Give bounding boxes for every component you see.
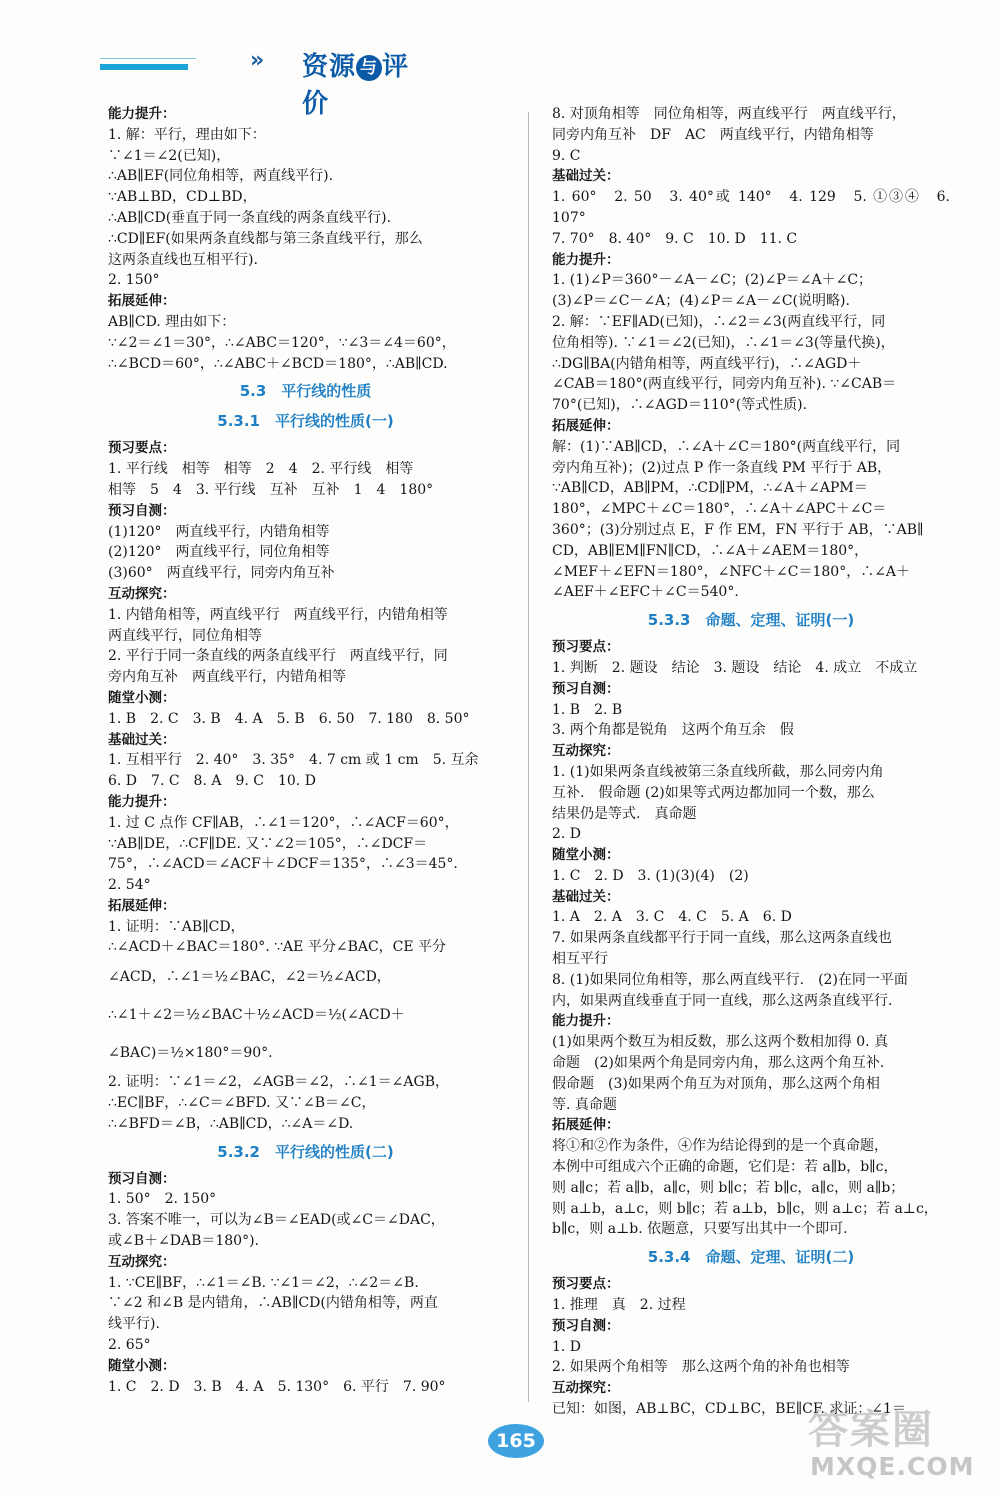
section-label: 互动探究： <box>552 743 620 760</box>
brand-title-part3: 评价 <box>302 52 410 119</box>
answer-line: 解：(1)∵AB∥CD，∴∠A＋∠C＝180°(两直线平行，同 <box>552 438 901 455</box>
answer-line: ∴∠ACD＋∠BAC＝180°. ∵AE 平分∠BAC，CE 平分 <box>108 939 447 956</box>
section-label: 拓展延伸： <box>552 1117 620 1134</box>
answer-line: 2. 65° <box>108 1337 151 1354</box>
answer-line: (1)如果两个数互为相反数，那么这两个数相加得 0. 真 <box>552 1034 889 1051</box>
watermark-logo: 答案圈 <box>808 1407 934 1453</box>
answer-line: 1. (1)∠P＝360°－∠A－∠C；(2)∠P＝∠A＋∠C； <box>552 272 873 289</box>
answer-line: ∠CAB＝180°(两直线平行，同旁内角互补). ∵∠CAB＝ <box>552 376 897 393</box>
answer-line: 1. D <box>552 1338 582 1355</box>
answer-line: 两直线平行，同位角相等 <box>108 627 262 644</box>
section-label: 能力提升： <box>552 1013 620 1030</box>
watermark-url: MXQE.COM <box>810 1452 975 1481</box>
answer-line: 70°(已知)，∴∠AGD＝110°(等式性质). <box>552 397 808 414</box>
answer-line: ∠MEF＋∠EFN＝180°，∠NFC＋∠C＝180°，∴∠A＋ <box>552 563 911 580</box>
answer-line: AB∥CD. 理由如下： <box>108 313 236 330</box>
answer-line: (3)60° 两直线平行，同旁内角互补 <box>108 565 335 582</box>
answer-line: 1. 判断 2. 题设 结论 3. 题设 结论 4. 成立 不成立 <box>552 659 918 676</box>
section-label: 预习自测： <box>108 1170 176 1187</box>
answer-line: ∴DG∥BA(内错角相等，两直线平行)，∴∠AGD＋ <box>552 355 862 372</box>
section-heading: 5.3 平行线的性质 <box>239 382 372 401</box>
answer-line: CD，AB∥EM∥FN∥CD，∴∠A＋∠AEM＝180°， <box>552 542 869 559</box>
section-label: 能力提升： <box>108 106 176 122</box>
answer-line: 1. A 2. A 3. C 4. C 5. A 6. D <box>552 909 792 926</box>
answer-line: 假命题 (3)如果两个角互为对顶角，那么这两个角相 <box>552 1075 880 1092</box>
answer-line: 1. C 2. D 3. B 4. A 5. 130° 6. 平行 7. 90° <box>108 1378 446 1395</box>
answer-line: ∠BAC)＝½×180°＝90°. <box>108 1045 273 1062</box>
answer-line: ∠AEF＋∠EFC＋∠C＝540°. <box>552 584 739 601</box>
answer-line: 3. 答案不唯一，可以为∠B＝∠EAD(或∠C＝∠DAC， <box>108 1212 445 1229</box>
answer-line: (3)∠P＝∠C－∠A；(4)∠P＝∠A－∠C(说明略). <box>552 293 850 310</box>
answer-line: 将①和②作为条件，④作为结论得到的是一个真命题， <box>552 1138 888 1155</box>
answer-line: 1. 互相平行 2. 40° 3. 35° 4. 7 cm 或 1 cm 5. 互余 <box>108 752 479 769</box>
answer-line: 互补. 假命题 (2)如果等式两边都加同一个数，那么 <box>552 784 875 801</box>
answer-line: 2. 平行于同一条直线的两条直线平行 两直线平行，同 <box>108 648 448 665</box>
section-heading: 5.3.3 命题、定理、证明(一) <box>647 611 855 630</box>
answer-line: 等. 真命题 <box>552 1096 617 1113</box>
answer-line: 同旁内角互补 DF AC 两直线平行，内错角相等 <box>552 126 874 143</box>
section-label: 互动探究： <box>108 1253 176 1270</box>
right-column <box>552 104 955 1420</box>
answer-line: 2. 解：∵EF∥AD(已知)，∴∠2＝∠3(两直线平行，同 <box>552 313 886 330</box>
answer-line: 2. 证明：∵∠1＝∠2，∠AGB＝∠2，∴∠1＝∠AGB， <box>108 1074 449 1091</box>
answer-line: ∵AB⊥BD，CD⊥BD， <box>108 189 257 206</box>
answer-line: 1. C 2. D 3. (1)(3)(4) (2) <box>552 867 749 884</box>
answer-line: 线平行). <box>108 1316 160 1333</box>
answer-line: 1. 50° 2. 150° <box>108 1191 217 1208</box>
answer-line: 9. C <box>552 147 581 164</box>
answer-line: 旁内角互补 两直线平行，内错角相等 <box>108 669 346 686</box>
section-label: 基础过关： <box>108 731 176 748</box>
answer-line: ∴AB∥CD(垂直于同一条直线的两条直线平行). <box>108 209 392 226</box>
column-divider <box>528 112 529 1402</box>
answer-line: 或∠B＋∠DAB＝180°). <box>108 1233 260 1250</box>
answer-line: ∵∠2＝∠1＝30°，∴∠ABC＝120°，∵∠3＝∠4＝60°， <box>108 334 456 351</box>
section-label: 预习要点： <box>108 440 176 457</box>
answer-line: 命题 (2)如果两个角是同旁内角，那么这两个角互补. <box>552 1055 885 1072</box>
answer-line: b∥c，则 a⊥b. 依题意，只要写出其中一个即可. <box>552 1221 848 1238</box>
section-label: 随堂小测： <box>108 689 176 706</box>
answer-line: 2. D <box>552 826 582 843</box>
section-label: 能力提升： <box>108 793 176 810</box>
brand-title-part1: 资源 <box>302 52 357 82</box>
section-heading: 5.3.2 平行线的性质(二) <box>217 1142 394 1161</box>
section-label: 基础过关： <box>552 168 620 185</box>
section-heading: 5.3.4 命题、定理、证明(二) <box>647 1248 855 1267</box>
answer-line: 旁内角互补)；(2)过点 P 作一条直线 PM 平行于 AB， <box>552 459 892 476</box>
section-label: 基础过关： <box>552 888 620 905</box>
answer-line: 7. 如果两条直线都平行于同一直线，那么这两条直线也 <box>552 930 892 947</box>
section-label: 预习要点： <box>552 639 620 656</box>
section-label: 预习自测： <box>108 502 176 519</box>
header-decor-line <box>100 58 196 59</box>
answer-line: 1. 推理 真 2. 过程 <box>552 1297 686 1314</box>
section-label: 互动探究： <box>552 1380 620 1397</box>
answer-line: ∴AB∥EF(同位角相等，两直线平行). <box>108 168 334 185</box>
answer-line: 本例中可组成六个正确的命题，它们是：若 a∥b，b∥c， <box>552 1159 898 1176</box>
answer-line: ∵AB∥CD，AB∥PM，∴CD∥PM，∴∠A＋∠APM＝ <box>552 480 868 497</box>
answer-line: ∴∠BFD＝∠B，∴AB∥CD，∴∠A＝∠D. <box>108 1115 354 1132</box>
answer-line: 已知：如图，AB⊥BC，CD⊥BC，BE∥CF. 求证：∠1＝ <box>552 1401 906 1418</box>
answer-line: 2. 54° <box>108 877 151 894</box>
answer-line: (2)120° 两直线平行，同位角相等 <box>108 544 330 561</box>
section-label: 拓展延伸： <box>552 417 620 434</box>
answer-line: 1. 解：平行，理由如下： <box>108 126 266 143</box>
answer-line: 内，如果两直线垂直于同一直线，那么这两条直线平行. <box>552 992 893 1009</box>
answer-line: 2. 如果两个角相等 那么这两个角的补角也相等 <box>552 1359 850 1376</box>
answer-line: 1. 平行线 相等 相等 2 4 2. 平行线 相等 <box>108 461 414 478</box>
section-label: 拓展延伸： <box>108 897 176 914</box>
answer-line: 1. 过 C 点作 CF∥AB，∴∠1＝120°，∴∠ACF＝60°， <box>108 814 459 831</box>
answer-line: 2. 150° <box>108 272 160 289</box>
answer-line: 360°；(3)分别过点 E，F 作 EM，FN 平行于 AB，∵AB∥ <box>552 521 924 538</box>
section-label: 拓展延伸： <box>108 293 176 310</box>
answer-line: 1. (1)如果两条直线被第三条直线所截，那么同旁内角 <box>552 763 884 780</box>
section-label: 随堂小测： <box>552 847 620 864</box>
section-label: 预习自测： <box>552 1317 620 1334</box>
answer-line: ∴CD∥EF(如果两条直线都与第三条直线平行，那么 <box>108 230 423 247</box>
chevron-right-icon: » <box>250 48 265 73</box>
answer-line: 1. 60° 2. 50 3. 40°或 140° 4. 129 5. ①③④ 6. 107° <box>552 189 955 226</box>
answer-line: 则 a⊥b，a⊥c，则 b∥c；若 a⊥b，b∥c，则 a⊥c；若 a⊥c， <box>552 1200 938 1217</box>
answer-line: 结果仍是等式. 真命题 <box>552 805 697 822</box>
brand-title-part2: 与 <box>356 55 382 81</box>
answer-line: 75°，∴∠ACD＝∠ACF＋∠DCF＝135°，∴∠3＝45°. <box>108 856 458 873</box>
answer-line: 180°，∠MPC＋∠C＝180°，∴∠A＋∠APC＋∠C＝ <box>552 501 887 518</box>
answer-line: ∴∠BCD＝60°，∴∠ABC＋∠BCD＝180°，∴AB∥CD. <box>108 355 448 372</box>
section-label: 随堂小测： <box>108 1357 176 1374</box>
answer-line: 相等 5 4 3. 平行线 互补 互补 1 4 180° <box>108 481 434 498</box>
answer-line: 这两条直线也互相平行). <box>108 251 258 268</box>
answer-line: 则 a∥c；若 a∥b，a∥c，则 b∥c；若 b∥c，a∥c，则 a∥b； <box>552 1179 905 1196</box>
answer-line: ∠ACD，∴∠1＝½∠BAC，∠2＝½∠ACD， <box>108 969 391 986</box>
answer-line: ∵∠2 和∠B 是内错角，∴AB∥CD(内错角相等，两直 <box>108 1295 438 1312</box>
answer-line: ∵∠1＝∠2(已知)， <box>108 147 231 164</box>
section-heading: 5.3.1 平行线的性质(一) <box>217 412 394 431</box>
header-decor-bar <box>100 64 188 70</box>
section-label: 互动探究： <box>108 585 176 602</box>
answer-line: 位角相等). ∵∠1＝∠2(已知)，∴∠1＝∠3(等量代换)， <box>552 334 895 351</box>
answer-line: 1. B 2. C 3. B 4. A 5. B 6. 50 7. 180 8. 50° <box>108 710 470 727</box>
answer-line: ∴EC∥BF，∴∠C＝∠BFD. 又∵∠B＝∠C， <box>108 1095 376 1112</box>
answer-line: 1. ∵CE∥BF，∴∠1＝∠B. ∵∠1＝∠2，∴∠2＝∠B. <box>108 1274 419 1291</box>
answer-line: 3. 两个角都是锐角 这两个角互余 假 <box>552 722 794 739</box>
section-label: 预习要点： <box>552 1276 620 1293</box>
answer-line: (1)120° 两直线平行，内错角相等 <box>108 523 330 540</box>
answer-line: ∵AB∥DE，∴CF∥DE. 又∵∠2＝105°，∴∠DCF＝ <box>108 835 428 852</box>
answer-line: 6. D 7. C 8. A 9. C 10. D <box>108 773 316 790</box>
answer-line: 8. (1)如果同位角相等，那么两直线平行. (2)在同一平面 <box>552 971 908 988</box>
answer-line: ∴∠1＋∠2＝½∠BAC＋½∠ACD＝½(∠ACD＋ <box>108 1007 405 1024</box>
answer-line: 1. 证明：∵AB∥CD， <box>108 918 245 935</box>
answer-line: 7. 70° 8. 40° 9. C 10. D 11. C <box>552 230 798 247</box>
left-column <box>108 104 503 1397</box>
answer-line: 8. 对顶角相等 同位角相等，两直线平行 两直线平行， <box>552 106 906 122</box>
section-label: 预习自测： <box>552 680 620 697</box>
answer-line: 1. 内错角相等，两直线平行 两直线平行，内错角相等 <box>108 606 448 623</box>
answer-line: 1. B 2. B <box>552 701 623 718</box>
page-number: 165 <box>496 1430 536 1452</box>
answer-line: 相互平行 <box>552 951 608 968</box>
section-label: 能力提升： <box>552 251 620 268</box>
